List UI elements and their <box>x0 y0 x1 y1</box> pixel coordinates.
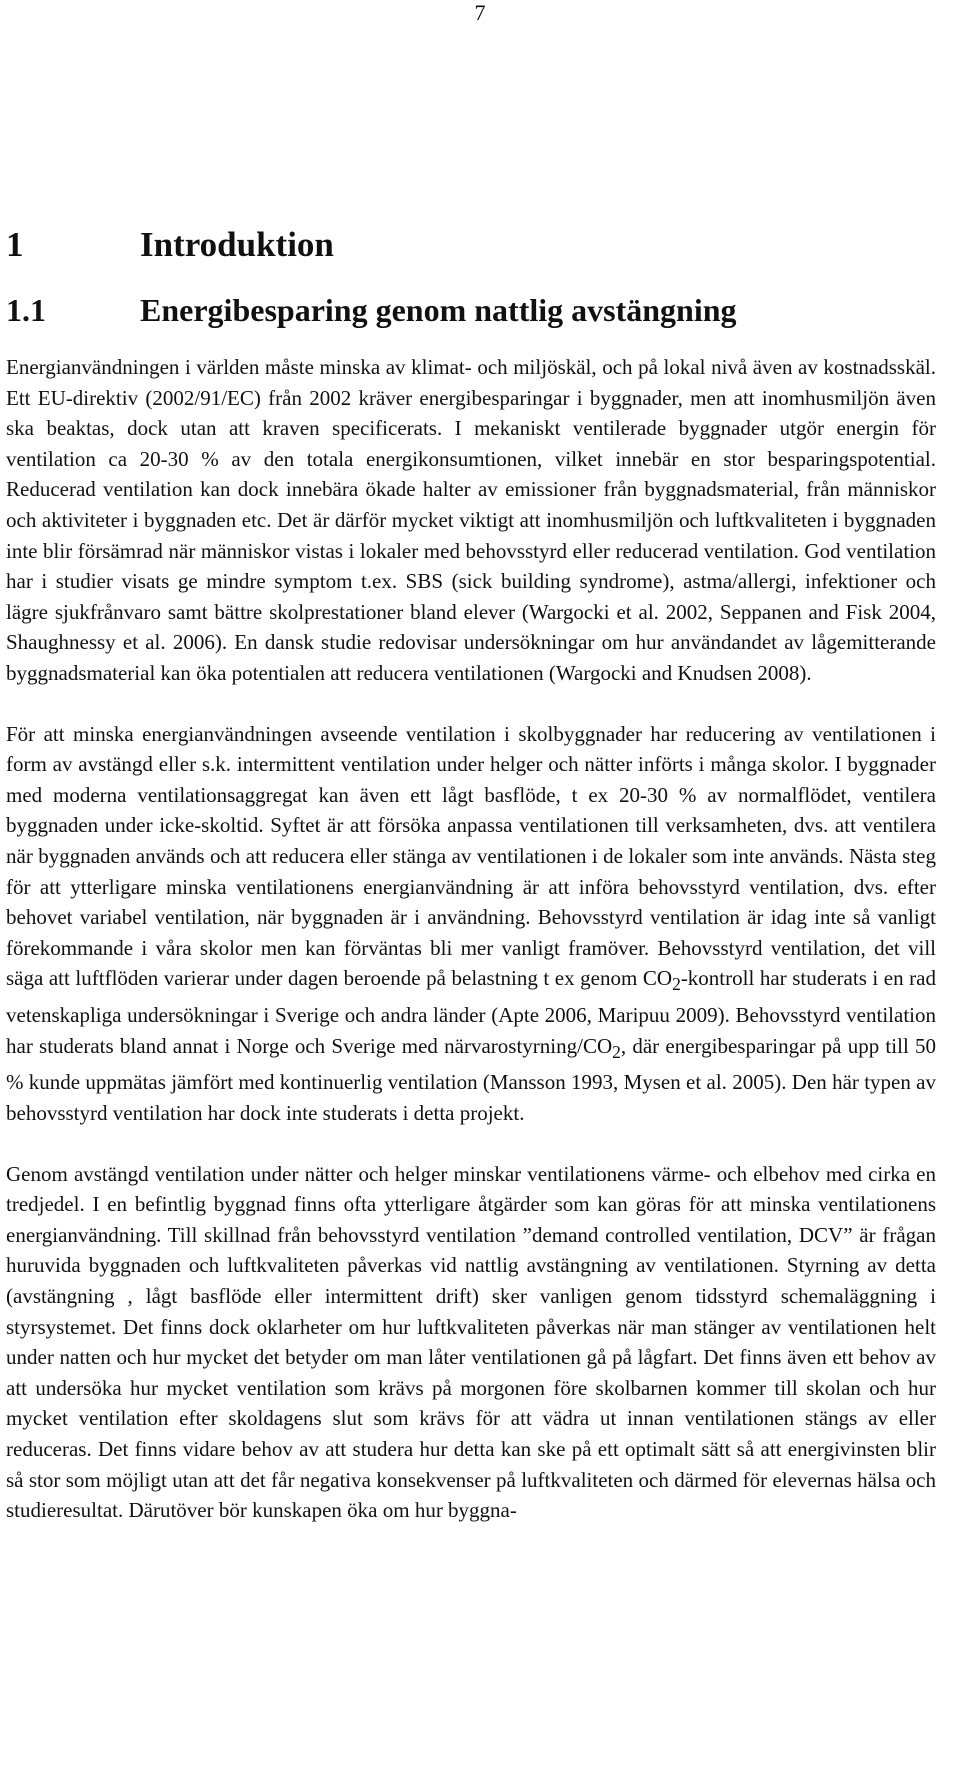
section-title: Energibesparing genom nattlig avstängning <box>140 292 737 328</box>
paragraph-energy-directive: Energianvändningen i världen måste minska av klimat- och miljöskäl, och på lokal nivå även av kostnadsskäl. Ett EU-direktiv (2002/91/EC) från 2002 kräver energibesparingar i byggnader, men att inomhusmiljön även ska beaktas, dock utan att kraven specificerats. I mekaniskt ventilerade byggnader utgör energin för ventilation ca 20-30 % av den totala energikonsumtionen, vilket innebär en stor besparingspotential. Reducerad ventilation kan dock innebära ökade halter av emissioner från byggnadsmaterial, från människor och aktiviteter i byggnaden etc. Det är därför mycket viktigt att inomhusmiljön och luftkvaliteten i byggnaden inte blir försämrad när människor vistas i lokaler med behovsstyrd eller reducerad ventilation. God ventilation har i studier visats ge mindre symptom t.ex. SBS (sick building syndrome), astma/allergi, infektioner och lägre sjukfrånvaro samt bättre skolprestationer bland elever (Wargocki et al. 2002, Seppanen and Fisk 2004, Shaughnessy et al. 2006). En dansk studie redovisar undersökningar om hur användandet av lågemitterande byggnadsmaterial kan öka potentialen att reducera ventilationen (Wargocki and Knudsen 2008). <box>6 355 936 685</box>
paragraph-text: För att minska energianvändningen avseende ventilation i skolbyggnader har reducering av ventilationen i form av avstängd eller s.k. intermittent ventilation under helger och nätter införts i många skolor. I byggnader med moderna ventilationsaggregat kan även ett lågt basflöde, t ex 20-30 % av normalflödet, ventilera byggnaden under icke-skoltid. Syftet är att försöka anpassa ventilationen till verksamheten, dvs. att ventilera när byggnaden används och att reducera eller stänga av ventilationen i de lokaler som inte används. Nästa steg för att ytterligare minska ventilationens energianvändning är att införa behovsstyrd ventilation, dvs. efter behovet variabel ventilation, när byggnaden är i användning. Behovsstyrd ventilation är idag inte så vanligt förekommande i våra skolor men kan förväntas bli mer vanligt framöver. Behovsstyrd ventilation, det vill säga att luftflöden varierar under dagen beroende på belastning t ex genom CO <box>6 721 936 991</box>
paragraph-text: , där energibesparingar på upp till 50 % kunde uppmätas jämfört med kontinuerlig ventilation (Mansson 1993, Mysen et al. 2005). Den här typen av behovsstyrd ventilation har dock inte studerats i detta projekt. <box>6 1033 936 1126</box>
page-number: 7 <box>474 0 486 25</box>
paragraph-text: -kontroll har studerats i en rad vetenskapliga undersökningar i Sverige och andra länder (Apte 2006, Maripuu 2009). Behovsstyrd ventilation har studerats bland annat i Norge och Sverige med närvarostyrning/CO <box>6 966 936 1058</box>
chapter-title: Introduktion <box>140 225 334 264</box>
section-number: 1.1 <box>6 292 46 328</box>
paragraph-night-shutdown: Genom avstängd ventilation under nätter och helger minskar ventilationens värme- och elbehov med cirka en tredjedel. I en befintlig byggnad finns ofta ytterligare åtgärder som kan göras för att minska ventilationens energianvändning. Till skillnad från behovsstyrd ventilation ”demand controlled ventilation, DCV” är frågan huruvida byggnaden och luftkvaliteten påverkas vid nattlig avstängning av ventilationen. Styrning av detta (avstängning , lågt basflöde eller intermittent drift) sker vanligen genom tidsstyrd schemaläggning i styrsystemet. Det finns dock oklarheter om hur luftkvaliteten påverkas när man stänger av ventilationen helt under natten och hur mycket det betyder om man låter ventilationen gå på lågfart. Det finns även ett behov av att undersöka hur mycket ventilation som krävs på morgonen före skolbarnen kommer till skolan och hur mycket ventilation efter skoldagens slut som krävs för att vädra ut innan ventilationen stängs av eller reduceras. Det finns vidare behov av att studera hur detta kan ske på ett optimalt sätt så att energivinsten blir så stor som möjligt utan att det får negativa konsekvenser på luftkvaliteten och därmed för elevernas hälsa och studieresultat. Därutöver bör kunskapen öka om hur byggna- <box>6 1161 936 1523</box>
section-heading <box>6 290 936 330</box>
chapter-number: 1 <box>6 225 24 264</box>
chapter-heading <box>6 224 936 266</box>
paragraph-spacer <box>6 1129 936 1159</box>
paragraph-demand-controlled-ventilation <box>6 719 936 1129</box>
paragraph-spacer <box>6 689 936 719</box>
subscript: 2 <box>672 974 681 995</box>
document-body <box>6 224 936 1526</box>
subscript: 2 <box>612 1041 621 1062</box>
